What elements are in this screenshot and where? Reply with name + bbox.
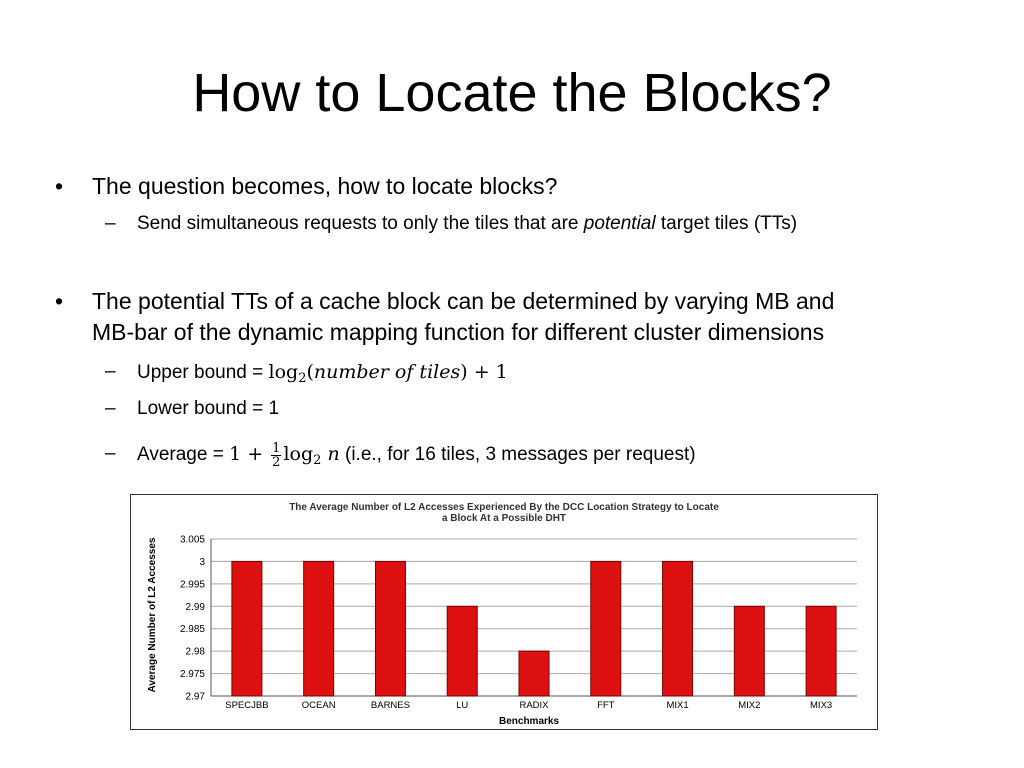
- lower-bound-text: Lower bound = 1: [137, 398, 280, 419]
- bullet-marker: •: [55, 288, 64, 314]
- bar-mix3: [806, 606, 836, 696]
- x-tick-label: OCEAN: [301, 700, 336, 711]
- x-tick-label: FFT: [597, 700, 615, 711]
- subbullet-text-pre: Send simultaneous requests to only the tiles that are: [137, 213, 584, 234]
- y-tick-label: 2.99: [185, 601, 205, 613]
- y-tick-label: 2.985: [179, 624, 205, 636]
- dash-marker: –: [105, 443, 116, 464]
- slide-title: How to Locate the Blocks?: [192, 63, 832, 123]
- subbullet-send-requests: [105, 211, 977, 237]
- subbullet-text-post: target tiles (TTs): [655, 213, 798, 234]
- y-tick-label: 2.975: [179, 669, 205, 681]
- x-tick-label: LU: [456, 700, 469, 711]
- bar-ocean: [304, 561, 334, 696]
- y-tick-label: 2.98: [185, 646, 205, 658]
- bullet-text-line1: The potential TTs of a cache block can be determined by varying MB and: [92, 288, 835, 314]
- upper-bound-label: Upper bound =: [137, 362, 269, 383]
- dash-marker: –: [105, 361, 116, 382]
- subbullet-upper-bound: [105, 359, 977, 388]
- y-tick-label: 2.97: [185, 691, 205, 703]
- x-tick-label: SPECJBB: [225, 700, 269, 711]
- x-tick-label: MIX2: [738, 700, 761, 711]
- x-tick-label: MIX1: [666, 700, 689, 711]
- bar-lu: [447, 606, 477, 696]
- y-tick-label: 2.995: [179, 579, 205, 591]
- subbullet-lower-bound: [105, 396, 977, 422]
- average-label: Average =: [137, 444, 230, 465]
- x-axis-label: Benchmarks: [498, 716, 560, 727]
- bar-fft: [591, 561, 621, 696]
- bullet-text: The question becomes, how to locate blocks?: [92, 173, 558, 199]
- bar-specjbb: [232, 561, 262, 696]
- chart-container: [130, 494, 878, 730]
- bar-radix: [519, 651, 549, 696]
- y-axis-label: Average Number of L2 Accesses: [147, 537, 158, 693]
- bullet-text-line2: MB-bar of the dynamic mapping function for different cluster dimensions: [92, 319, 825, 345]
- bullet-potential-tts: [55, 286, 972, 348]
- dash-marker: –: [105, 213, 116, 234]
- chart-title-line2: a Block At a Possible DHT: [441, 513, 567, 524]
- bar-chart: [131, 495, 877, 729]
- subbullet-text-emphasis: potential: [583, 213, 656, 234]
- chart-title-line1: The Average Number of L2 Accesses Experienced By the DCC Location Strategy to Locate: [289, 502, 719, 513]
- bar-mix1: [663, 561, 693, 696]
- bar-barnes: [375, 561, 405, 696]
- bullet-locate-question: [55, 171, 972, 202]
- y-tick-label: 3: [199, 556, 205, 568]
- bullet-marker: •: [55, 173, 64, 199]
- x-tick-label: RADIX: [519, 700, 549, 711]
- subbullet-average: [105, 440, 977, 470]
- x-tick-label: MIX3: [810, 700, 833, 711]
- upper-bound-formula: $\log_2(number$ of tiles) + 1: [268, 361, 508, 386]
- dash-marker: –: [105, 398, 116, 419]
- y-tick-label: 3.005: [179, 534, 205, 546]
- average-formula: 1 + $\frac{1}{2}$ $\log_2 n$: [229, 440, 340, 470]
- bar-mix2: [734, 606, 764, 696]
- average-note: (i.e., for 16 tiles, 3 messages per request): [339, 444, 696, 465]
- x-tick-label: BARNES: [370, 700, 410, 711]
